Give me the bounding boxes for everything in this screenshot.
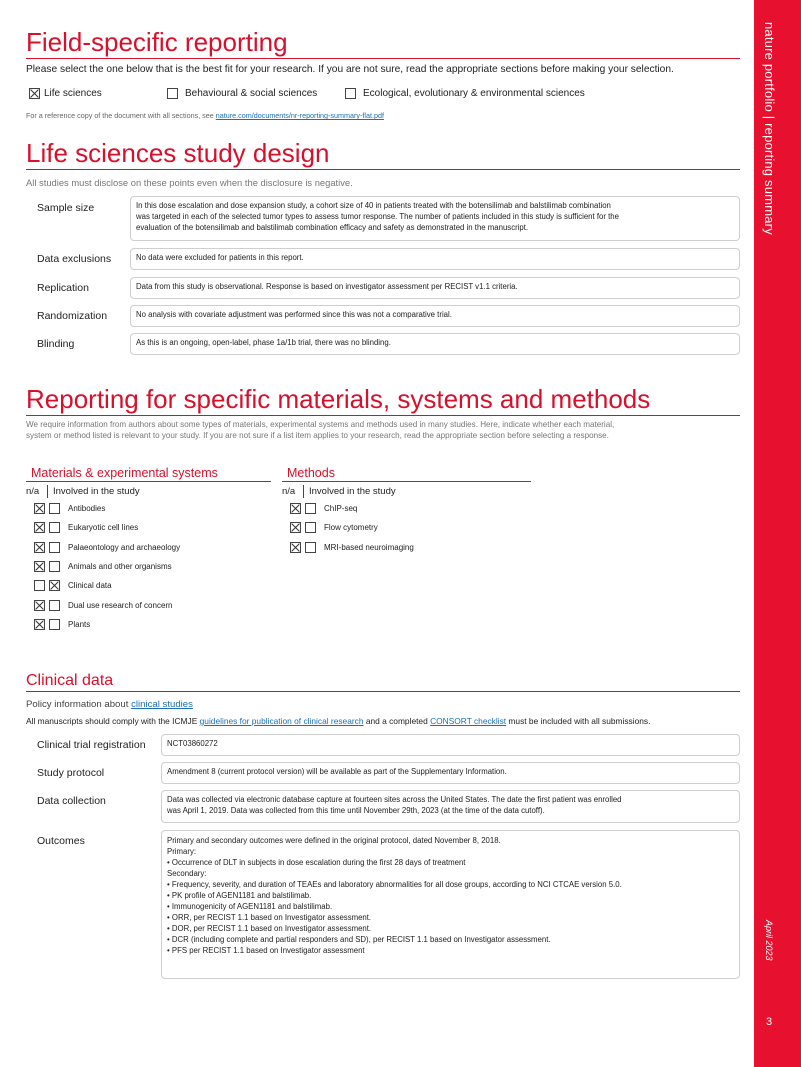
na-checkbox[interactable] <box>34 619 45 630</box>
list-item <box>34 557 271 576</box>
replication-label: Replication <box>37 282 89 294</box>
text-line: evaluation of the botensilimab and balstilimab combination efficacy and safety as demonstrated in the manuscript. <box>136 223 529 232</box>
involved-checkbox[interactable] <box>305 522 316 533</box>
materials-column-title: Materials & experimental systems <box>26 465 271 482</box>
option-life-sciences[interactable] <box>29 88 167 99</box>
page-number: 3 <box>766 1016 773 1028</box>
consort-checklist-link[interactable]: CONSORT checklist <box>430 716 507 726</box>
methods-items <box>282 499 531 557</box>
list-item <box>34 615 271 634</box>
na-checkbox[interactable] <box>290 522 301 533</box>
involved-checkbox[interactable] <box>305 503 316 514</box>
text-line: Data was collected via electronic database capture at fourteen sites across the United States. The date the first patient was enrolled <box>167 795 622 804</box>
outcomes-label: Outcomes <box>37 835 85 847</box>
behavioural-checkbox[interactable] <box>167 88 178 99</box>
involved-checkbox[interactable] <box>49 522 60 533</box>
item-label: Palaeontology and archaeology <box>68 542 181 552</box>
option-label: Ecological, evolutionary & environmental sciences <box>363 88 585 99</box>
list-item <box>34 595 271 614</box>
involved-checkbox[interactable] <box>49 580 60 591</box>
data-collection-row <box>26 790 740 823</box>
icmje-guidelines-link[interactable]: guidelines for publication of clinical research <box>199 716 364 726</box>
methods-subheader <box>282 485 531 498</box>
text-line: • DOR, per RECIST 1.1 based on Investigator assessment. <box>167 924 372 933</box>
text-line: was April 1, 2019. Data was collected from this time until November 29th, 2023 (at the time of the data cutoff). <box>167 806 545 815</box>
text-line: Primary: <box>167 847 197 856</box>
text-line: As this is an ongoing, open-label, phase 1a/1b trial, there was no blinding. <box>136 338 391 347</box>
involved-checkbox[interactable] <box>49 561 60 572</box>
na-checkbox[interactable] <box>34 522 45 533</box>
trial-registration-value <box>161 734 740 756</box>
data-exclusions-row <box>26 248 740 270</box>
na-checkbox[interactable] <box>34 580 45 591</box>
text-line: NCT03860272 <box>167 739 218 748</box>
study-protocol-value <box>161 762 740 784</box>
involved-checkbox[interactable] <box>305 542 316 553</box>
option-ecological[interactable] <box>345 88 585 99</box>
option-label: Behavioural & social sciences <box>185 88 318 99</box>
clinical-heading: Clinical data <box>26 671 740 692</box>
na-label: n/a <box>26 485 48 498</box>
comply-note <box>26 716 650 726</box>
text-line: • ORR, per RECIST 1.1 based on Investigator assessment. <box>167 913 372 922</box>
sidebar-date: April 2023 <box>764 920 774 961</box>
item-label: Animals and other organisms <box>68 562 172 572</box>
randomization-label: Randomization <box>37 310 108 322</box>
sample-size-value <box>130 196 740 241</box>
sidebar-title: nature portfolio | reporting summary <box>762 22 777 235</box>
study-design-heading: Life sciences study design <box>26 138 740 170</box>
option-behavioural[interactable] <box>167 88 345 99</box>
sample-size-row <box>26 196 740 241</box>
materials-subheader <box>26 485 271 498</box>
study-protocol-row <box>26 762 740 784</box>
involved-checkbox[interactable] <box>49 600 60 611</box>
materials-items <box>26 499 271 634</box>
item-label: MRI-based neuroimaging <box>324 542 414 552</box>
item-label: Flow cytometry <box>324 523 378 533</box>
data-exclusions-label: Data exclusions <box>37 253 112 265</box>
comply-text: and a completed <box>363 716 431 726</box>
list-item <box>290 518 531 537</box>
list-item <box>34 538 271 557</box>
text-line: • PFS per RECIST 1.1 based on Investigator assessment <box>167 946 365 955</box>
list-item <box>34 576 271 595</box>
na-checkbox[interactable] <box>290 503 301 514</box>
item-label: Plants <box>68 619 91 629</box>
data-collection-label: Data collection <box>37 795 106 807</box>
text-line: • PK profile of AGEN1181 and balstilimab. <box>167 891 312 900</box>
field-instruction: Please select the one below that is the best fit for your research. If you are not sure, read the appropriate sections before making your selection. <box>26 64 674 75</box>
involved-checkbox[interactable] <box>49 542 60 553</box>
list-item <box>290 538 531 557</box>
randomization-value <box>130 305 740 327</box>
life-sciences-checkbox[interactable] <box>29 88 40 99</box>
intro-line: We require information from authors about some types of materials, experimental systems and methods used in many studies. Here, indicate whether each material, <box>26 420 615 429</box>
text-line: No data were excluded for patients in this report. <box>136 253 304 262</box>
ecological-checkbox[interactable] <box>345 88 356 99</box>
trial-registration-row <box>26 734 740 756</box>
text-line: Amendment 8 (current protocol version) will be available as part of the Supplementary Information. <box>167 767 507 776</box>
policy-prefix: Policy information about <box>26 699 132 710</box>
na-label: n/a <box>282 485 304 498</box>
materials-heading: Reporting for specific materials, systems and methods <box>26 384 740 416</box>
na-checkbox[interactable] <box>34 542 45 553</box>
list-item <box>34 518 271 537</box>
comply-text: must be included with all submissions. <box>506 716 651 726</box>
text-line: Primary and secondary outcomes were defined in the original protocol, dated November 8, 2018. <box>167 836 501 845</box>
text-line: • Occurrence of DLT in subjects in dose escalation during the first 28 days of treatment <box>167 858 466 867</box>
na-checkbox[interactable] <box>290 542 301 553</box>
involved-checkbox[interactable] <box>49 503 60 514</box>
trial-registration-label: Clinical trial registration <box>37 739 146 751</box>
reference-note <box>26 111 384 120</box>
item-label: Dual use research of concern <box>68 600 173 610</box>
text-line: was targeted in each of the selected tumor types to assess tumor response. The number of patients included in this study is sufficient for the <box>136 212 619 221</box>
option-label: Life sciences <box>44 88 102 99</box>
replication-row <box>26 277 740 299</box>
involved-label: Involved in the study <box>309 486 396 497</box>
na-checkbox[interactable] <box>34 600 45 611</box>
outcomes-value <box>161 830 740 979</box>
na-checkbox[interactable] <box>34 503 45 514</box>
comply-text: All manuscripts should comply with the ICMJE <box>26 716 200 726</box>
randomization-row <box>26 305 740 327</box>
involved-checkbox[interactable] <box>49 619 60 630</box>
list-item <box>290 499 531 518</box>
text-line: Secondary: <box>167 869 207 878</box>
list-item <box>34 499 271 518</box>
data-collection-value <box>161 790 740 823</box>
field-options <box>29 88 585 99</box>
na-checkbox[interactable] <box>34 561 45 572</box>
blinding-value <box>130 333 740 355</box>
intro-line: system or method listed is relevant to your study. If you are not sure if a list item applies to your research, read the appropriate section before selecting a response. <box>26 431 609 440</box>
study-protocol-label: Study protocol <box>37 767 105 779</box>
replication-value <box>130 277 740 299</box>
data-exclusions-value <box>130 248 740 270</box>
involved-label: Involved in the study <box>53 486 140 497</box>
sample-size-label: Sample size <box>37 202 95 214</box>
text-line: • Frequency, severity, and duration of TEAEs and laboratory abnormalities for all dose groups, according to NCI CTCAE version 5.0. <box>167 880 622 889</box>
methods-column-title: Methods <box>282 465 531 482</box>
policy-info <box>26 699 193 710</box>
field-specific-heading: Field-specific reporting <box>26 27 740 59</box>
text-line: • DCR (including complete and partial responders and SD), per RECIST 1.1 based on Investigator assessment. <box>167 935 551 944</box>
blinding-row <box>26 333 740 355</box>
item-label: Eukaryotic cell lines <box>68 523 139 533</box>
study-design-instruction: All studies must disclose on these points even when the disclosure is negative. <box>26 177 353 188</box>
text-line: In this dose escalation and dose expansion study, a cohort size of 40 in patients treated with the botensilimab and balstilimab combination <box>136 201 611 210</box>
materials-intro <box>26 419 740 441</box>
item-label: Antibodies <box>68 504 106 514</box>
text-line: • Immunogenicity of AGEN1181 and balstilimab. <box>167 902 333 911</box>
outcomes-row <box>26 830 740 979</box>
text-line: No analysis with covariate adjustment was performed since this was not a comparative trial. <box>136 310 452 319</box>
materials-column <box>26 465 271 634</box>
blinding-label: Blinding <box>37 338 75 350</box>
clinical-studies-link[interactable]: clinical studies <box>131 699 193 710</box>
note-prefix: For a reference copy of the document with all sections, see <box>26 111 216 120</box>
text-line: Data from this study is observational. Response is based on investigator assessment per RECIST v1.1 criteria. <box>136 282 518 291</box>
methods-column <box>282 465 531 557</box>
item-label: Clinical data <box>68 581 112 591</box>
reference-link[interactable]: nature.com/documents/nr-reporting-summary-flat.pdf <box>215 111 384 120</box>
item-label: ChIP-seq <box>324 504 358 514</box>
